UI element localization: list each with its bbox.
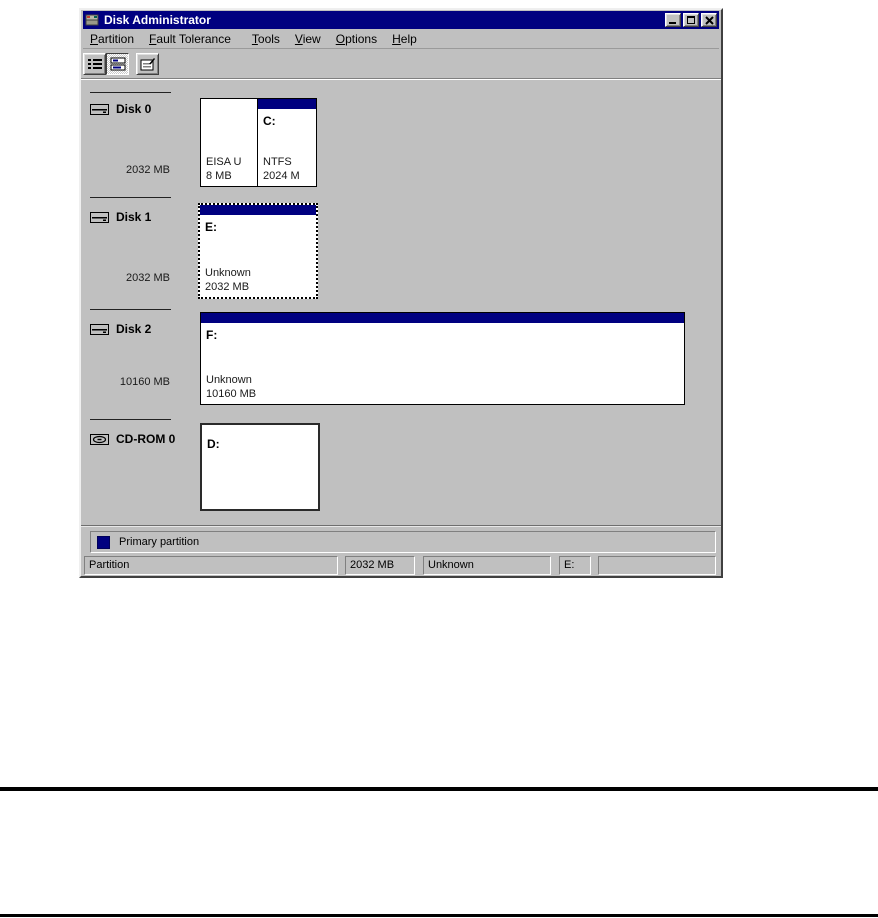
volumes-view-icon [87,57,103,71]
primary-partition-swatch [97,536,110,549]
drive-letter: F: [206,328,218,342]
menu-options[interactable]: Options [335,32,378,46]
disk1-size: 2032 MB [125,272,170,284]
disk-icon [90,212,109,223]
partition-fs: NTFS [263,156,292,168]
partition-size: 2024 M [263,170,300,182]
drive-letter: D: [207,437,220,451]
properties-icon [140,57,156,72]
window-title: Disk Administrator [104,13,211,27]
disk-view-button[interactable] [106,53,129,75]
status-size: 2032 MB [345,556,415,575]
partition-f[interactable] [200,312,685,405]
cdrom0-label: CD-ROM 0 [90,432,175,446]
cdrom-icon [90,434,109,445]
row-separator [90,419,171,420]
disk-administrator-window [79,8,723,578]
close-button[interactable] [701,13,717,27]
status-volume-label [598,556,716,575]
menu-help[interactable]: Help [392,32,417,46]
partition-size: 2032 MB [205,281,250,293]
partition-e-selected[interactable] [198,203,318,299]
status-object-type: Partition [84,556,338,575]
partition-fs: EISA U [206,156,242,168]
status-filesystem: Unknown [423,556,551,575]
menu-partition[interactable]: Partition [90,32,135,46]
row-separator [90,309,171,310]
menu-bar [83,30,719,49]
close-icon [704,15,715,26]
disk-icon [90,104,109,115]
primary-partition-stripe [201,313,684,323]
partition-c[interactable] [257,98,317,187]
disk-view-icon [110,57,126,71]
page-rule-bottom [0,914,878,917]
partition-size: 10160 MB [206,388,257,400]
disk2-label: Disk 2 [90,322,151,336]
disk0-size: 2032 MB [125,164,170,176]
maximize-button[interactable] [683,13,699,27]
menu-tools[interactable]: Tools [251,32,280,46]
partition-size: 8 MB [206,170,232,182]
maximize-icon [687,16,695,24]
minimize-icon [669,22,676,24]
title-bar[interactable] [83,11,719,29]
disk-graph-area [81,80,721,525]
minimize-button[interactable] [665,13,681,27]
status-bar [81,556,721,576]
primary-partition-stripe [258,99,316,109]
partition-fs: Unknown [206,374,252,386]
properties-button[interactable] [136,53,159,75]
disk0-label: Disk 0 [90,102,151,116]
menu-fault-tolerance[interactable]: Fault Tolerance [149,32,231,46]
volumes-view-button[interactable] [83,53,106,75]
disk1-label: Disk 1 [90,210,151,224]
legend-label: Primary partition [119,536,200,548]
partition-eisa[interactable] [200,98,258,187]
primary-partition-stripe [200,205,316,215]
drive-letter: E: [205,220,217,234]
legend-bar [90,531,716,553]
drive-letter: C: [263,114,276,128]
page-rule-thick [0,787,878,791]
app-icon [85,13,100,27]
menu-view[interactable]: View [294,32,321,46]
row-separator [90,197,171,198]
disk-icon [90,324,109,335]
partition-fs: Unknown [205,267,251,279]
disk2-size: 10160 MB [119,376,170,388]
client-separator [81,525,721,527]
partition-d[interactable] [200,423,320,511]
status-drive-letter: E: [559,556,591,575]
row-separator [90,92,171,93]
toolbar [83,52,719,76]
